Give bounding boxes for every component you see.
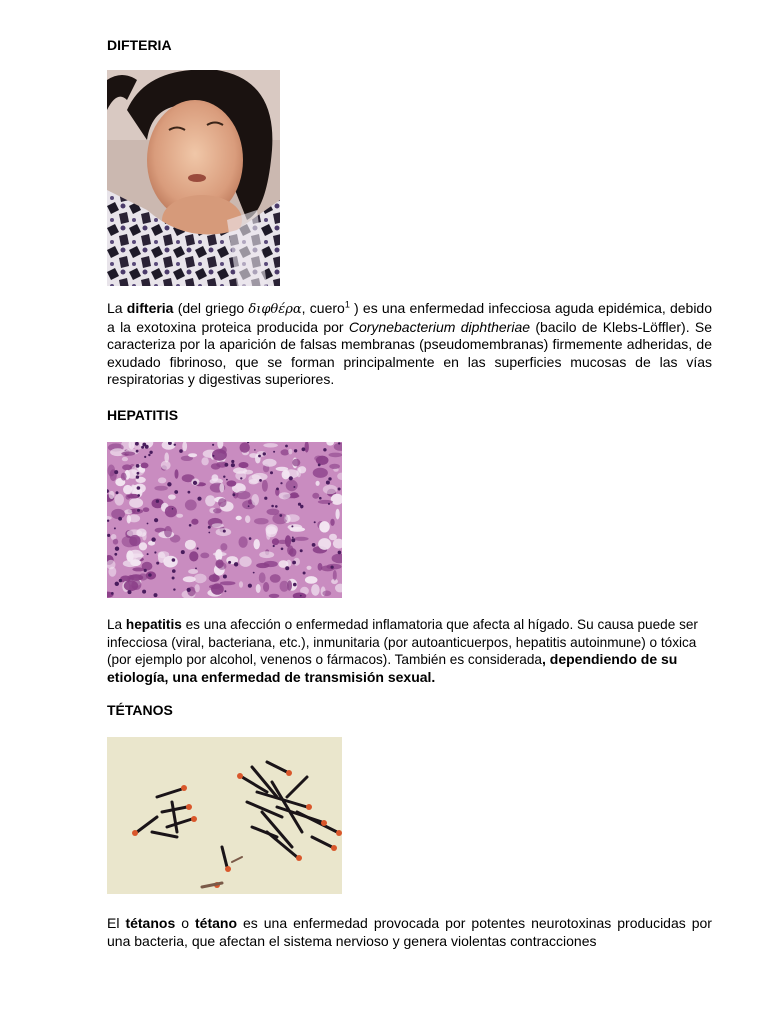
photo-clostridium-tetani: [107, 737, 342, 894]
paragraph-tetanos: El tétanos o tétano es una enfermedad provocada por potentes neurotoxinas producidas por una bacteria, que afectan el sistema nervioso y genera violentas contracciones: [107, 915, 712, 949]
photo-diphtheria-patient: [107, 70, 280, 286]
paragraph-hepatitis: La hepatitis es una afección o enfermedad inflamatoria que afecta al hígado. Su causa puede ser infecciosa (viral, bacteriana, etc.), inmunitaria (por autoanticuerpos, hepatitis autoinmune) o tóxica (por ejemplo por alcohol, venenos o fármacos). También es considerada, dependiendo de su etiología, una enfermedad de transmisión sexual.: [107, 617, 698, 685]
paragraph-difteria: La difteria (del griego διφθέρα, cuero$^1$ ) es una enfermedad infecciosa aguda epidémica, debido a la exotoxina proteica producida por Corynebacterium diphtheriae (bacilo de Klebs-Löffler). Se caracteriza por la aparición de falsas membranas (pseudomembranas) firmemente adheridas, de exudado fibrinoso, que se forman principalmente en las superficies mucosas de las vías respiratorias y digestivas superiores.: [107, 299, 713, 387]
heading-hepatitis: HEPATITIS: [107, 407, 179, 423]
heading-difteria: DIFTERIA: [107, 37, 172, 53]
photo-liver-histology: [107, 442, 342, 598]
heading-tetanos: TÉTANOS: [107, 702, 173, 718]
